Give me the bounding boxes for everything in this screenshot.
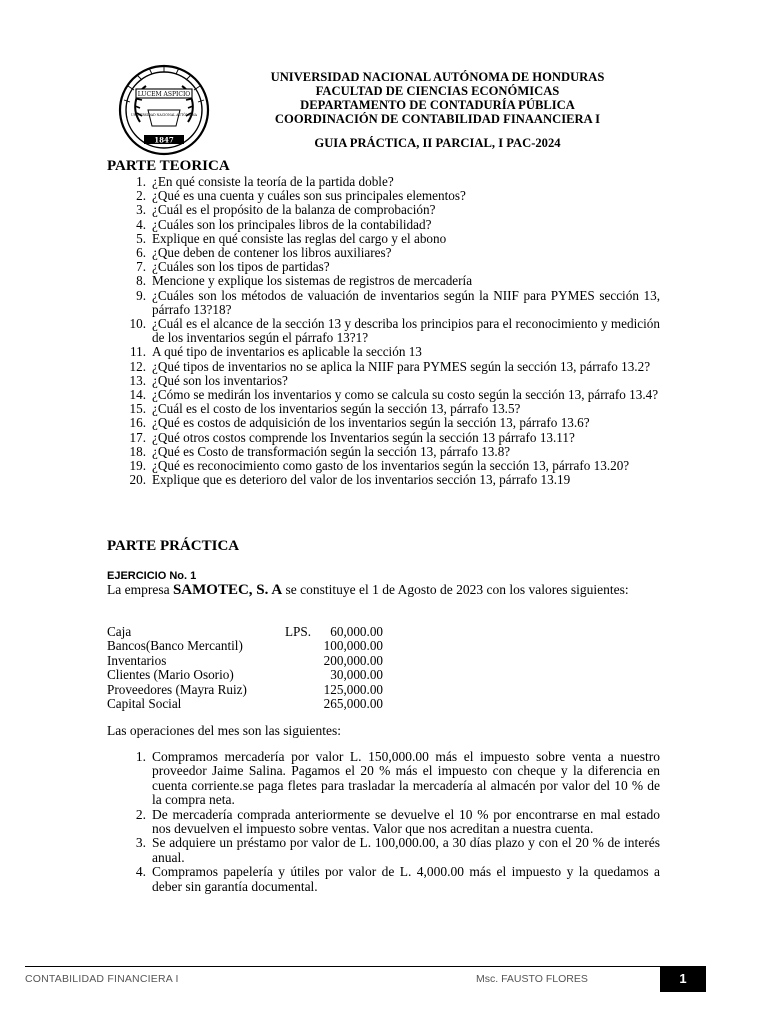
list-item: 10. ¿Cuál es el alcance de la sección 13 y describa los principios para el reconocimiento y medición de los inventarios según el párrafo 13?1? [129,316,660,346]
theory-question-list [108,175,660,487]
seal-banner-text: LUCEM ASPICIO [137,91,191,98]
list-item: 7. ¿Cuáles son los tipos de partidas? [136,259,330,275]
practice-section-title: PARTE PRÁCTICA [107,538,240,554]
operations-list [108,750,660,894]
footer-teacher: Msc. FAUSTO FLORES [476,973,588,985]
list-item: 16. ¿Qué es costos de adquisición de los inventarios según la sección 13, párrafo 13.6? [129,415,590,431]
theory-section-title: PARTE TEORICA [107,158,230,174]
header-university: UNIVERSIDAD NACIONAL AUTÓNOMA DE HONDURAS [270,70,605,84]
list-item: 12. ¿Qué tipos de inventarios no se aplica la NIIF para PYMES según la sección 13, párrafo 13.2? [129,358,651,374]
list-item: 4. Compramos papelería y útiles por valor de L. 4,000.00 más el impuesto y la quedamos a deber sin garantía documental. [135,864,660,894]
list-item: 19. ¿Qué es reconocimiento como gasto de los inventarios según la sección 13, párrafo 13.20? [129,458,630,474]
exercise-title: EJERCICIO No. 1 [107,570,197,582]
exercise-intro: La empresa SAMOTEC, S. A se constituye el 1 de Agosto de 2023 con los valores siguientes: [107,582,629,598]
table-row: Capital Social 265,000.00 [107,696,383,712]
list-item: 8. Mencione y explique los sistemas de registros de mercadería [136,273,473,289]
initial-balances-table [107,625,383,711]
header-faculty: FACULTAD DE CIENCIAS ECONÓMICAS [315,84,560,98]
operations-intro: Las operaciones del mes son las siguientes: [107,723,341,738]
table-row: Inventarios 200,000.00 [107,652,383,668]
list-item: 15. ¿Cuál es el costo de los inventarios según la sección 13, párrafo 13.5? [129,401,521,417]
list-item: 11. A qué tipo de inventarios es aplicable la sección 13 [130,344,422,360]
list-item: 6. ¿Que deben de contener los libros auxiliares? [136,245,392,261]
list-item: 1. ¿En qué consiste la teoría de la partida doble? [136,174,394,189]
list-item: 2. De mercadería comprada anteriormente se devuelve el 10 % por encontrarse en mal estado nos devuelven el impuesto sobre ventas. Valor que nos acreditan a nuestra cuenta. [135,806,660,837]
table-row: Proveedores (Mayra Ruiz) 125,000.00 [107,681,383,697]
table-row: Caja LPS. 60,000.00 [107,624,383,639]
footer-course: CONTABILIDAD FINANCIERA I [25,973,179,985]
header-coordination: COORDINACIÓN DE CONTABILIDAD FINAANCIERA I [274,112,601,126]
table-row: Clientes (Mario Osorio) 30,000.00 [107,667,383,683]
list-item: 3. ¿Cuál es el propósito de la balanza de comprobación? [136,202,436,218]
seal-year: 1847 [154,135,174,145]
guide-title: GUIA PRÁCTICA, II PARCIAL, I PAC-2024 [314,136,561,150]
list-item: 3. Se adquiere un préstamo por valor de L. 100,000.00, a 30 días plazo y con el 20 % de interés anual. [135,835,660,865]
list-item: 5. Explique en qué consiste las reglas del cargo y el abono [136,230,447,246]
list-item: 17. ¿Qué otros costos comprende los Inventarios según la sección 13 párrafo 13.11? [129,429,575,445]
list-item: 2. ¿Qué es una cuenta y cuáles son sus principales elementos? [136,188,466,204]
list-item: 18. ¿Qué es Costo de transformación según la sección 13, párrafo 13.8? [129,443,511,459]
seal-inner-text: UNIVERSIDAD NACIONAL AUTÓNOMA [131,113,197,117]
list-item: 13. ¿Qué son los inventarios? [129,372,288,388]
footer-divider [25,966,660,967]
header-department: DEPARTAMENTO DE CONTADURÍA PÚBLICA [300,98,575,112]
page-number: 1 [660,966,706,992]
list-item: 4. ¿Cuáles son los principales libros de la contabilidad? [136,216,432,232]
list-item: 1. Compramos mercadería por valor L. 150,000.00 más el impuesto sobre venta a nuestro proveedor Jaime Salina. Pagamos el 20 % más el impuesto con cheque y la diferencia en cuenta corriente.se paga fletes para trasladar la mercadería al almacén por valor del 10 % de la compra neta. [135,749,660,808]
list-item: 9. ¿Cuáles son los métodos de valuación de inventarios según la NIIF para PYMES sección 13, párrafo 13?18? [136,287,660,317]
table-row: Bancos(Banco Mercantil) 100,000.00 [107,638,383,654]
list-item: 20. Explique que es deterioro del valor de los inventarios sección 13, párrafo 13.19 [129,472,571,488]
company-name: SAMOTEC, S. A [172,582,283,598]
list-item: 14. ¿Cómo se medirán los inventarios y como se calcula su costo según la sección 13, párrafo 13.4? [129,387,659,403]
university-seal-logo [118,64,210,156]
document-header [215,70,660,126]
